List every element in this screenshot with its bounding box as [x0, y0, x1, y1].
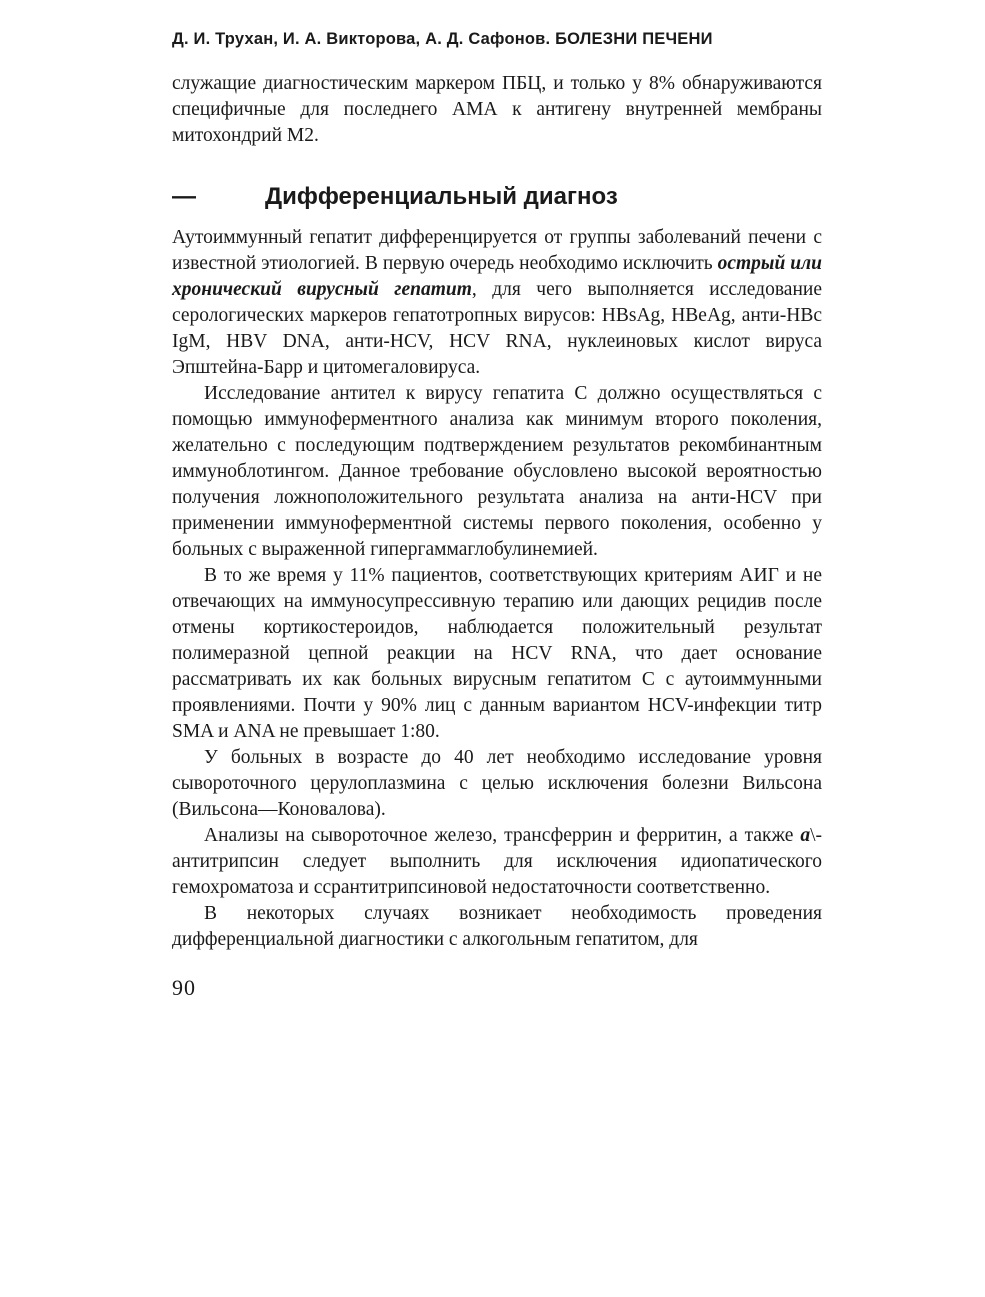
- paragraph-6: В некоторых случаях возникает необходимость проведения дифференциальной диагностики с алкогольным гепатитом, для: [172, 903, 822, 950]
- section-dash: —: [172, 183, 196, 210]
- paragraph-4: У больных в возрасте до 40 лет необходимо исследование уровня сывороточного церулоплазмина с целью исключения болезни Вильсона (Вильсона—Коновалова).: [172, 747, 822, 820]
- page-number: 90: [172, 975, 196, 1000]
- intro-paragraph: служащие диагностическим маркером ПБЦ, и только у 8% обнаруживаются специфичные для последнего АМА к антигену внутренней мембраны митохондрий М2.: [172, 73, 822, 146]
- paragraph-5-text-end: \-антитрипсин следует выполнить для исключения идиопатического гемохроматоза и ссрантитрипсиновой недостаточности соответственно.: [172, 825, 822, 898]
- paragraph-1-emphasis: острый или хронический вирусный гепатит: [172, 253, 822, 300]
- book-page: [172, 30, 822, 1001]
- running-head: Д. И. Трухан, И. А. Викторова, А. Д. Сафонов. БОЛЕЗНИ ПЕЧЕНИ: [172, 30, 713, 48]
- paragraph-5-text-start: Анализы на сывороточное железо, трансферрин и ферритин, а также: [204, 825, 801, 846]
- paragraph-5: [172, 823, 822, 901]
- section-title: Дифференциальный диагноз: [265, 183, 618, 210]
- paragraph-1-text-end: , для чего выполняется исследование серологических маркеров гепатотропных вирусов: HBsAg, HBeAg, анти-HBc IgM, HBV DNA, анти-HCV, HCV RNA, нуклеиновых кислот вируса Эпштейна-Барр и цитомегаловируса.: [172, 279, 822, 378]
- paragraph-3: В то же время у 11% пациентов, соответствующих критериям АИГ и не отвечающих на иммуносупрессивную терапию или дающих рецидив после отмены кортикостероидов, наблюдается положительный результат полимеразной цепной реакции на HCV RNA, что дает основание рассматривать их как больных вирусным гепатитом С с аутоиммунными проявлениями. Почти у 90% лиц с данным вариантом HCV-инфекции титр SMA и ANA не превышает 1:80.: [172, 565, 822, 742]
- paragraph-5-emphasis: a: [800, 825, 811, 846]
- section-heading: [172, 183, 822, 211]
- paragraph-2: Исследование антител к вирусу гепатита С должно осуществляться с помощью иммуноферментного анализа как минимум второго поколения, желательно с последующим подтверждением результатов рекомбинантным иммуноблотингом. Данное требование обусловлено высокой вероятностью получения ложноположительного результата анализа на анти-HCV при применении иммуноферментной системы первого поколения, особенно у больных с выраженной гипергаммаглобулинемией.: [172, 383, 822, 560]
- paragraph-1-text-start: Аутоиммунный гепатит дифференцируется от группы заболеваний печени с известной этиологией. В первую очередь необходимо исключить: [172, 227, 822, 274]
- paragraph-1: [172, 225, 822, 381]
